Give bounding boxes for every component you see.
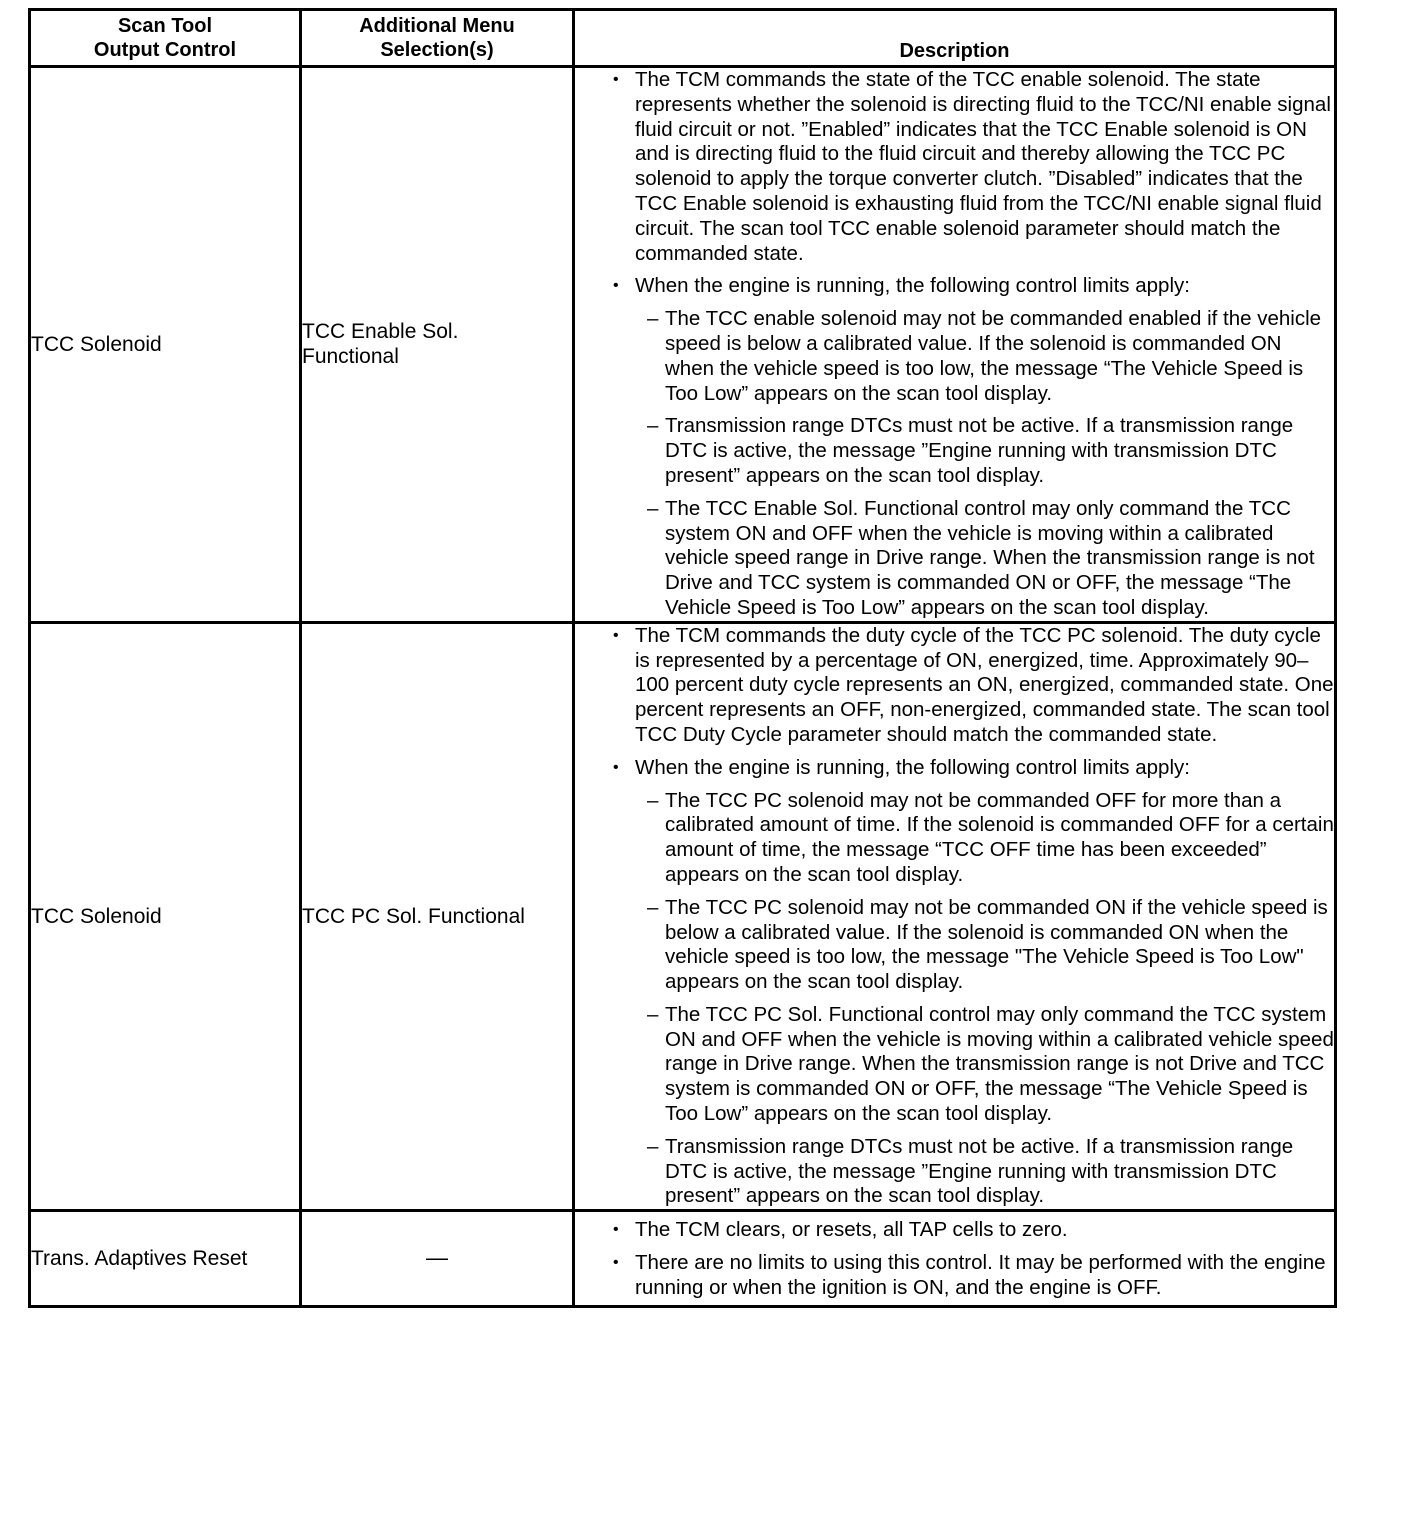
- bullet-text: When the engine is running, the following control limits apply:: [635, 274, 1190, 298]
- bullet-mark: •: [613, 758, 619, 776]
- bullet-mark: •: [613, 277, 619, 295]
- bullet-text: The TCM clears, or resets, all TAP cells to zero.: [635, 1218, 1068, 1242]
- sub-item-text: The TCC Enable Sol. Functional control may only command the TCC system ON and OFF when the vehicle is moving within a calibrated vehicle speed range in Drive range. When the transmission range is not Drive and TCC system is commanded ON or OFF, the message “The Vehicle Speed is Too Low” appears on the scan tool display.: [665, 496, 1315, 619]
- header-output-control-line2: Output Control: [93, 39, 237, 61]
- sub-item: [575, 896, 1334, 995]
- bullet-item: [575, 68, 1334, 266]
- sub-item-text: Transmission range DTCs must not be active. If a transmission range DTC is active, the message ”Engine running with transmission DTC present” appears on the scan tool display.: [665, 414, 1294, 487]
- output-control-cell: Trans. Adaptives Reset: [30, 1211, 301, 1306]
- menu-selection-line: Functional: [302, 345, 399, 369]
- dash-mark: –: [647, 496, 659, 520]
- bullet-mark: •: [613, 1221, 619, 1239]
- bullet-mark: •: [613, 1254, 619, 1272]
- sub-item: [575, 1135, 1334, 1209]
- dash-mark: –: [647, 788, 659, 812]
- bullet-item: [575, 1251, 1334, 1301]
- sub-item-text: The TCC enable solenoid may not be commanded enabled if the vehicle speed is below a calibrated value. If the solenoid is commanded ON when the vehicle speed is too low, the message “The Vehicle Speed is Too Low” appears on the scan tool display.: [665, 307, 1322, 405]
- table-row: [30, 622, 1336, 1211]
- header-menu-selection-line1: Additional Menu: [359, 15, 515, 37]
- bullet-mark: •: [613, 71, 619, 88]
- bullet-text: There are no limits to using this control. It may be performed with the engine running or when the ignition is ON, and the engine is OFF.: [635, 1251, 1326, 1299]
- sub-item-text: The TCC PC solenoid may not be commanded ON if the vehicle speed is below a calibrated value. If the solenoid is commanded ON when the vehicle speed is too low, the message "The Vehicle Speed is Too Low" appears on the scan tool display.: [665, 895, 1328, 994]
- header-row: [30, 10, 1336, 67]
- menu-selection-cell: —: [301, 1211, 574, 1306]
- description-cell: [574, 622, 1336, 1211]
- table-row: [30, 67, 1336, 623]
- menu-selection-cell: [301, 67, 574, 623]
- output-control-cell: TCC Solenoid: [30, 622, 301, 1211]
- bullet-mark: •: [613, 626, 619, 644]
- header-menu-selection: [301, 10, 574, 67]
- description-cell: [574, 67, 1336, 623]
- sub-item-text: Transmission range DTCs must not be active. If a transmission range DTC is active, the message ”Engine running with transmission DTC present” appears on the scan tool display.: [665, 1134, 1294, 1208]
- output-control-cell: TCC Solenoid: [30, 67, 301, 623]
- sub-item: [575, 789, 1334, 888]
- header-description-text: Description: [899, 40, 1010, 62]
- dash-mark: –: [647, 414, 659, 438]
- bullet-text: When the engine is running, the following control limits apply:: [635, 755, 1190, 779]
- header-output-control: [30, 10, 301, 67]
- dash-mark: –: [647, 1002, 659, 1026]
- bullet-item: [575, 756, 1334, 781]
- dash-mark: –: [647, 1134, 659, 1158]
- header-output-control-line1: Scan Tool: [117, 15, 213, 37]
- dash-mark: –: [647, 895, 659, 919]
- menu-selection-line: TCC PC Sol. Functional: [302, 905, 525, 928]
- sub-item: [575, 414, 1334, 488]
- sub-item-text: The TCC PC Sol. Functional control may only command the TCC system ON and OFF when the vehicle is moving within a calibrated vehicle speed range in Drive range. When the transmission range is not Drive and TCC system is commanded ON or OFF, the message “The Vehicle Speed is Too Low” appears on the scan tool display.: [665, 1002, 1334, 1126]
- dash-mark: –: [647, 307, 659, 331]
- sub-item: [575, 307, 1334, 406]
- description-cell: [574, 1211, 1336, 1306]
- sub-item: [575, 1003, 1334, 1127]
- header-description: [574, 10, 1336, 67]
- sub-item-text: The TCC PC solenoid may not be commanded OFF for more than a calibrated amount of time. If the solenoid is commanded OFF for a certain amount of time, the message “TCC OFF time has been exceeded” appears on the scan tool display.: [665, 788, 1334, 886]
- menu-selection-line: TCC Enable Sol.: [302, 320, 459, 344]
- bullet-text: The TCM commands the state of the TCC enable solenoid. The state represents whether the solenoid is directing fluid to the TCC/NI enable signal fluid circuit or not. ”Enabled” indicates that the TCC Enable solenoid is ON and is directing fluid to the fluid circuit and thereby allowing the TCC PC solenoid to apply the torque converter clutch. ”Disabled” indicates that the TCC Enable solenoid is exhausting fluid from the TCC/NI enable signal fluid circuit. The scan tool TCC enable solenoid parameter should match the commanded state.: [635, 68, 1331, 265]
- bullet-item: [575, 1218, 1334, 1243]
- output-control-table: [28, 8, 1337, 1308]
- sub-item: [575, 497, 1334, 621]
- bullet-text: The TCM commands the duty cycle of the TCC PC solenoid. The duty cycle is represented by a percentage of ON, energized, time. Approximately 90–100 percent duty cycle represents an ON, energized, commanded state. One percent represents an OFF, non-energized, commanded state. The scan tool TCC Duty Cycle parameter should match the commanded state.: [635, 623, 1334, 746]
- bullet-item: [575, 274, 1334, 299]
- table-row: [30, 1211, 1336, 1306]
- bullet-item: [575, 624, 1334, 748]
- header-menu-selection-line2: Selection(s): [380, 39, 494, 61]
- menu-selection-cell: [301, 622, 574, 1211]
